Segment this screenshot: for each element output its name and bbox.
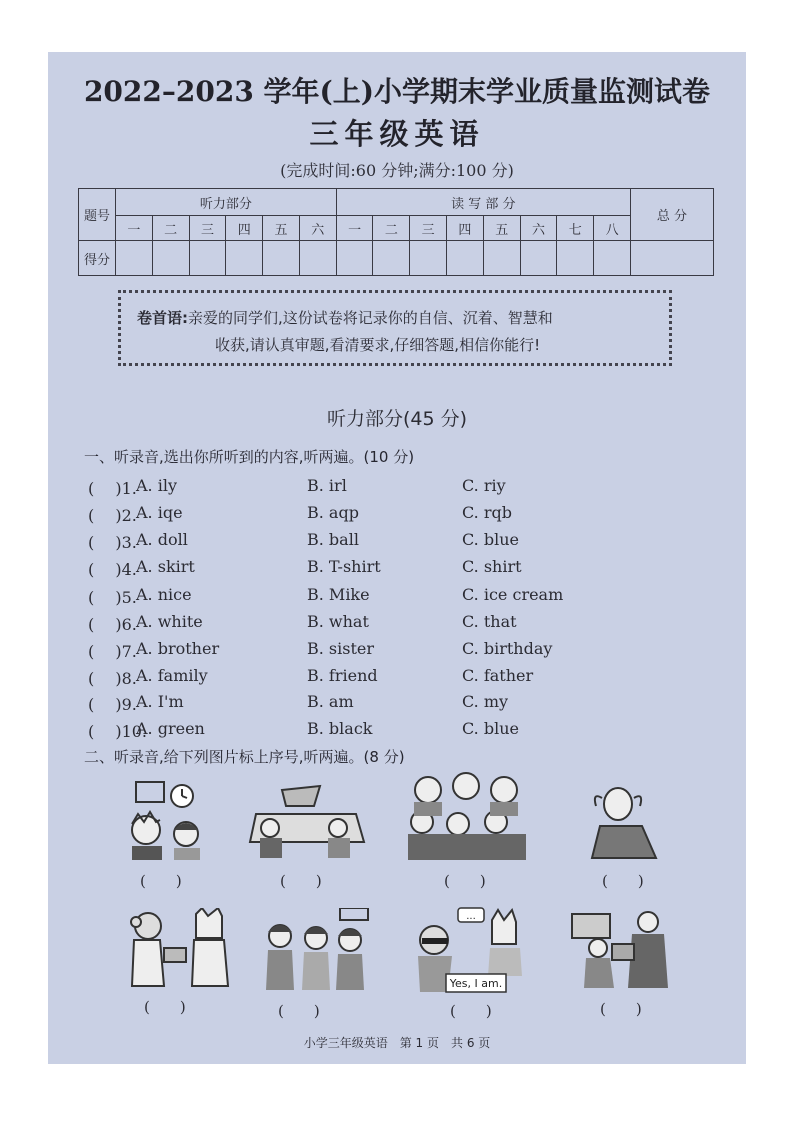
option-b: B. am (307, 692, 354, 711)
score-cell[interactable] (373, 241, 410, 276)
score-cell[interactable] (520, 241, 557, 276)
exam-paper (48, 52, 746, 1064)
answer-blank[interactable]: ( )4. (88, 560, 137, 579)
answer-blank[interactable]: ( )7. (88, 642, 137, 661)
option-b: B. Mike (307, 585, 370, 604)
listening-header: 听力部分 (116, 189, 337, 216)
option-a: A. skirt (136, 557, 195, 576)
question-row (88, 585, 728, 609)
reading-col: 六 (520, 216, 557, 241)
option-c: C. ice cream (462, 585, 564, 604)
question-row (88, 692, 728, 716)
option-b: B. T-shirt (307, 557, 381, 576)
motto-label: 卷首语: (137, 309, 188, 327)
part1-title: 一、听录音,选出你所听到的内容,听两遍。(10 分) (84, 448, 415, 466)
option-a: A. white (136, 612, 203, 631)
score-cell[interactable] (447, 241, 484, 276)
reading-col: 五 (483, 216, 520, 241)
option-c: C. birthday (462, 639, 553, 658)
score-cell[interactable] (336, 241, 373, 276)
score-cell[interactable] (410, 241, 447, 276)
listening-col: 四 (226, 216, 263, 241)
question-row (88, 719, 728, 743)
option-b: B. friend (307, 666, 378, 685)
score-cell[interactable] (226, 241, 263, 276)
option-a: A. I'm (136, 692, 184, 711)
score-cell[interactable] (263, 241, 300, 276)
score-cell[interactable] (152, 241, 189, 276)
exam-subtitle: 三年级英语 (309, 117, 485, 151)
listening-col: 六 (299, 216, 336, 241)
answer-blank[interactable]: ( )1. (88, 479, 137, 498)
option-b: B. irl (307, 476, 347, 495)
table-scene-picture (246, 784, 366, 860)
option-a: A. ily (136, 476, 177, 495)
option-b: B. what (307, 612, 369, 631)
row-label-number: 题号 (79, 189, 116, 241)
reading-col: 二 (373, 216, 410, 241)
picture-blank[interactable]: ( ) (450, 1002, 492, 1020)
answer-blank[interactable]: ( )8. (88, 669, 137, 688)
score-table (78, 188, 714, 276)
reading-col: 八 (594, 216, 631, 241)
listening-col: 三 (189, 216, 226, 241)
question-row (88, 639, 728, 663)
answer-blank[interactable]: ( )6. (88, 615, 137, 634)
father-child-picture (568, 910, 676, 990)
total-header: 总 分 (631, 189, 714, 241)
question-row (88, 666, 728, 690)
picture-blank[interactable]: ( ) (144, 998, 186, 1016)
picture-blank[interactable]: ( ) (140, 872, 182, 890)
listening-section-title: 听力部分(45 分) (326, 408, 468, 430)
option-a: A. iqe (136, 503, 183, 522)
picture-blank[interactable]: ( ) (278, 1002, 320, 1020)
option-a: A. brother (136, 639, 220, 658)
monkey-cat-picture (124, 908, 234, 990)
option-b: B. black (307, 719, 373, 738)
bubble-text: Yes, I am. (449, 977, 503, 990)
answer-blank[interactable]: ( )9. (88, 695, 137, 714)
speech-scene-picture (408, 904, 536, 994)
picture-blank[interactable]: ( ) (280, 872, 322, 890)
motto-line-2: 收获,请认真审题,看清要求,仔细答题,相信你能行! (215, 336, 541, 354)
reading-col: 七 (557, 216, 594, 241)
time-info: (完成时间:60 分钟;满分:100 分) (280, 161, 514, 180)
option-c: C. blue (462, 530, 519, 549)
question-row (88, 476, 728, 500)
answer-blank[interactable]: ( )5. (88, 588, 137, 607)
reading-col: 一 (336, 216, 373, 241)
option-b: B. sister (307, 639, 375, 658)
answer-blank[interactable]: ( )10. (88, 722, 148, 741)
question-row (88, 612, 728, 636)
motto-line-1: 亲爱的同学们,这份试卷将记录你的自信、沉着、智慧和 (188, 309, 553, 327)
option-b: B. ball (307, 530, 359, 549)
family-group-picture (400, 772, 534, 862)
listening-col: 五 (263, 216, 300, 241)
picture-blank[interactable]: ( ) (602, 872, 644, 890)
reading-col: 四 (447, 216, 484, 241)
person-picture (572, 784, 664, 860)
bubble-dots: ... (466, 911, 476, 922)
question-row (88, 530, 728, 554)
option-a: A. doll (136, 530, 188, 549)
part2-title: 二、听录音,给下列图片标上序号,听两遍。(8 分) (84, 748, 405, 766)
score-cell[interactable] (189, 241, 226, 276)
option-c: C. my (462, 692, 509, 711)
score-cell[interactable] (483, 241, 520, 276)
option-c: C. father (462, 666, 534, 685)
exam-title: 2022–2023 学年(上)小学期末学业质量监测试卷 (83, 75, 711, 108)
score-cell[interactable] (116, 241, 153, 276)
page-footer: 小学三年级英语 第 1 页 共 6 页 (303, 1036, 491, 1050)
listening-col: 二 (152, 216, 189, 241)
motto-box (118, 290, 672, 366)
reading-col: 三 (410, 216, 447, 241)
option-a: A. green (136, 719, 205, 738)
picture-blank[interactable]: ( ) (444, 872, 486, 890)
option-c: C. shirt (462, 557, 522, 576)
option-c: C. that (462, 612, 517, 631)
option-c: C. riy (462, 476, 506, 495)
score-cell[interactable] (557, 241, 594, 276)
option-b: B. aqp (307, 503, 359, 522)
option-c: C. rqb (462, 503, 512, 522)
answer-blank[interactable]: ( )3. (88, 533, 137, 552)
kids-clock-picture (122, 780, 218, 862)
total-score-cell[interactable] (631, 241, 714, 276)
score-cell[interactable] (299, 241, 336, 276)
option-a: A. nice (136, 585, 192, 604)
option-c: C. blue (462, 719, 519, 738)
score-cell[interactable] (594, 241, 631, 276)
listening-col: 一 (116, 216, 153, 241)
answer-blank[interactable]: ( )2. (88, 506, 137, 525)
row-label-score: 得分 (79, 241, 116, 276)
question-row (88, 503, 728, 527)
question-row (88, 557, 728, 581)
picture-blank[interactable]: ( ) (600, 1000, 642, 1018)
reading-header: 读 写 部 分 (336, 189, 630, 216)
three-girls-picture (260, 908, 370, 992)
option-a: A. family (136, 666, 208, 685)
